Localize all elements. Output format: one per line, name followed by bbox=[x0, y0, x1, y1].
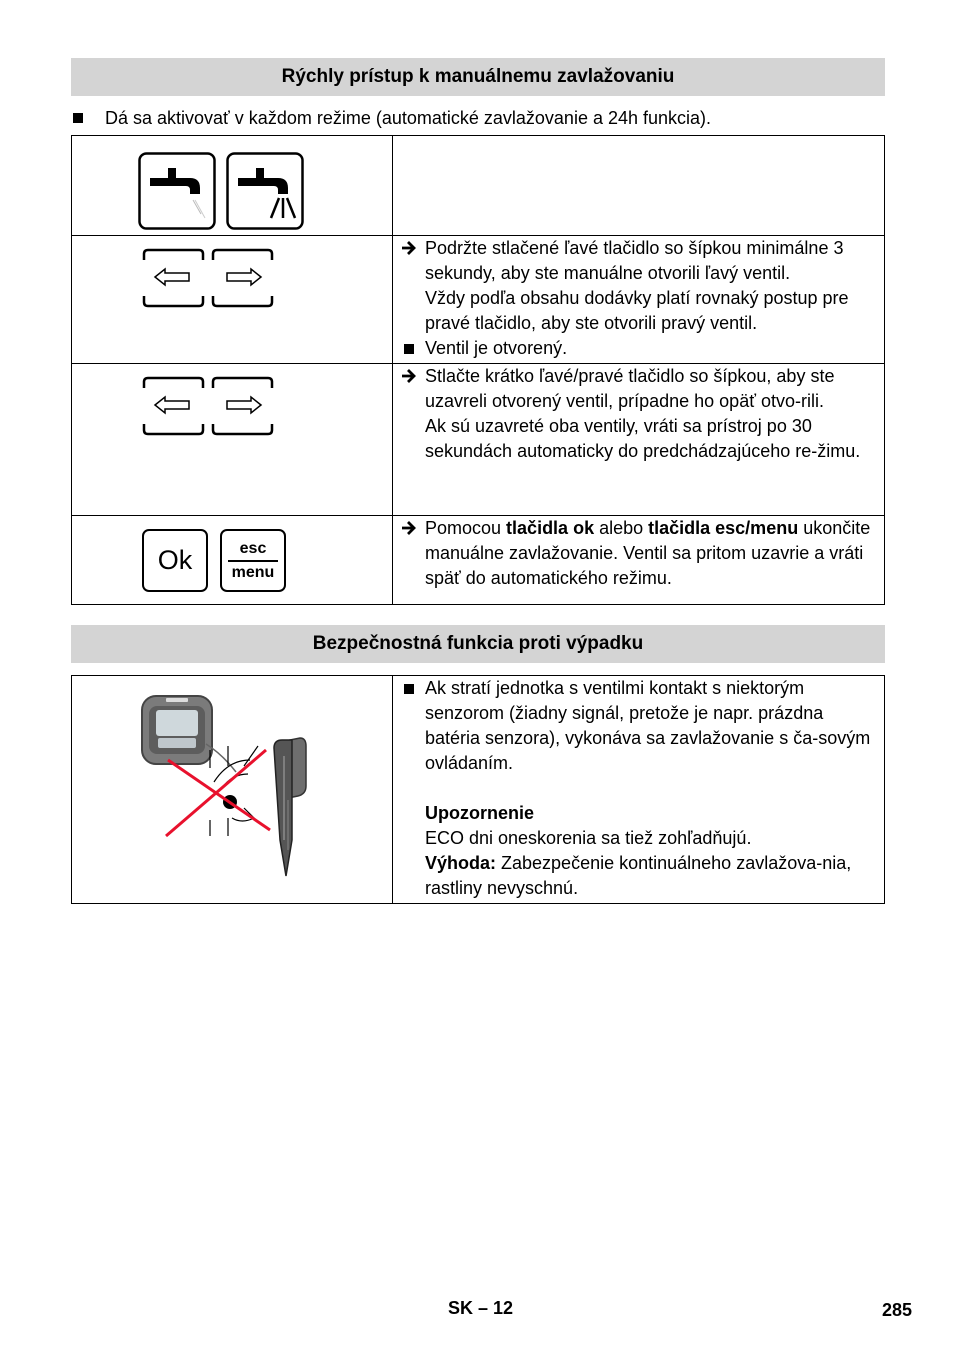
note-title: Upozornenie bbox=[425, 803, 535, 823]
row-open-valve bbox=[72, 236, 885, 364]
sensor-signal-lost-illustration bbox=[136, 690, 316, 880]
advantage-text: Výhoda: Zabezpečenie kontinuálneho zavlažova-nia, rastliny nevyschnú. bbox=[425, 853, 852, 898]
arrow-right-icon bbox=[401, 240, 417, 256]
intro-bullet: Dá sa aktivovať v každom režime (automatické zavlažovanie a 24h funkcia). bbox=[71, 108, 711, 129]
ok-key: Ok bbox=[142, 529, 208, 592]
arrow-keys-icon bbox=[142, 376, 274, 438]
note-text: ECO dni oneskorenia sa tiež zohľadňujú. bbox=[425, 828, 752, 848]
failsafe-bullet: Ak stratí jednotka s ventilmi kontakt s niektorým senzorom (žiadny signál, pretože je napr. prázdna batéria senzora), vykonáva sa zavlažovanie s ča-sovým ovládaním. bbox=[393, 676, 878, 776]
instruction-step: Stlačte krátko ľavé/pravé tlačidlo so šípkou, aby ste uzavreli otvorený ventil, prípadne ho opäť otvo-rili. Ak sú uzavreté oba ventily, vráti sa prístroj po 30 sekundách automaticky do predchádzajúceho re-žimu. bbox=[393, 364, 878, 464]
arrow-keys-icon bbox=[142, 248, 274, 310]
row-failsafe bbox=[72, 676, 885, 904]
esc-menu-key: esc menu bbox=[220, 529, 286, 592]
instruction-step: Pomocou tlačidla ok alebo tlačidla esc/menu ukončite manuálne zavlažovanie. Ventil sa pritom uzavrie a vráti späť do automatického režimu. bbox=[393, 516, 878, 591]
bullet-square-icon bbox=[404, 344, 414, 354]
section-title-failsafe: Bezpečnostná funkcia proti výpadku bbox=[71, 625, 885, 663]
bullet-square-icon bbox=[73, 113, 83, 123]
row-faucet-icons bbox=[72, 136, 885, 236]
footer-section-label: SK – 12 bbox=[448, 1298, 514, 1318]
row-exit-manual bbox=[72, 516, 885, 605]
section-title-manual-irrigation: Rýchly prístup k manuálnemu zavlažovaniu bbox=[71, 58, 885, 96]
arrow-right-icon bbox=[401, 368, 417, 384]
failsafe-table bbox=[71, 675, 885, 904]
page-number: 285 bbox=[881, 1300, 912, 1320]
bullet-square-icon bbox=[404, 684, 414, 694]
manual-irrigation-table bbox=[71, 135, 885, 605]
row-close-valve bbox=[72, 364, 885, 516]
faucet-keys-icon bbox=[138, 152, 306, 230]
instruction-step: Podržte stlačené ľavé tlačidlo so šípkou minimálne 3 sekundy, aby ste manuálne otvorili ľavý ventil. Vždy podľa obsahu dodávky platí rovnaký postup pre pravé tlačidlo, aby ste otvorili pravý ventil. bbox=[393, 236, 878, 336]
result-bullet: Ventil je otvorený. bbox=[393, 336, 878, 361]
arrow-right-icon bbox=[401, 520, 417, 536]
